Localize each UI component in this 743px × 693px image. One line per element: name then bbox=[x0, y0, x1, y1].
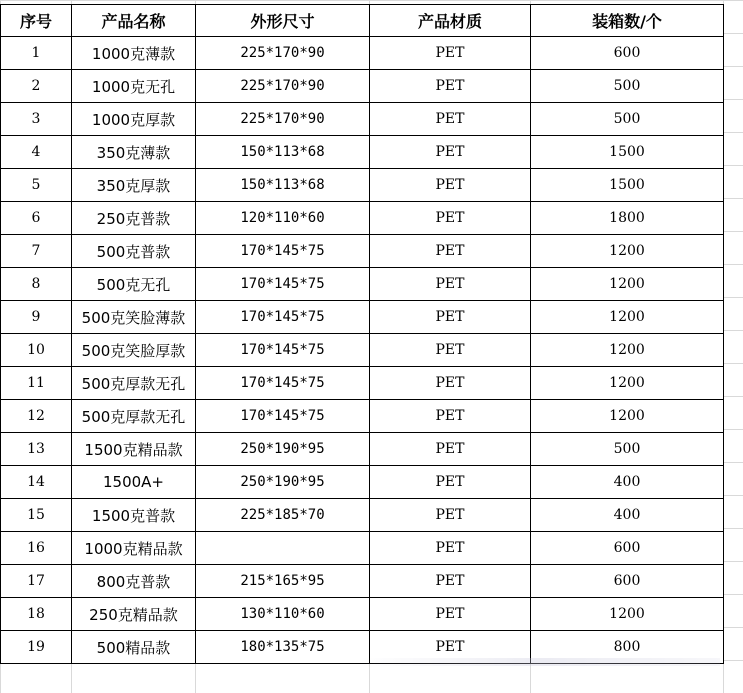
cell-qty[interactable]: 1800 bbox=[531, 202, 724, 235]
header-cell-no[interactable]: 序号 bbox=[1, 5, 72, 37]
cell-size[interactable]: 120*110*60 bbox=[196, 202, 370, 235]
cell-no[interactable]: 3 bbox=[1, 103, 72, 136]
cell-size[interactable]: 170*145*75 bbox=[196, 235, 370, 268]
cell-size[interactable]: 180*135*75 bbox=[196, 631, 370, 664]
cell-size[interactable]: 170*145*75 bbox=[196, 367, 370, 400]
cell-material[interactable]: PET bbox=[370, 466, 531, 499]
cell-qty[interactable]: 1200 bbox=[531, 367, 724, 400]
cell-size[interactable]: 170*145*75 bbox=[196, 400, 370, 433]
header-row bbox=[1, 5, 724, 37]
cell-material[interactable]: PET bbox=[370, 70, 531, 103]
cell-material[interactable]: PET bbox=[370, 169, 531, 202]
cell-no[interactable]: 6 bbox=[1, 202, 72, 235]
cell-name[interactable]: 500克普款 bbox=[72, 235, 196, 268]
cell-qty[interactable]: 600 bbox=[531, 565, 724, 598]
cell-material[interactable]: PET bbox=[370, 334, 531, 367]
cell-qty[interactable]: 500 bbox=[531, 433, 724, 466]
table-row bbox=[1, 70, 724, 103]
cell-material[interactable]: PET bbox=[370, 499, 531, 532]
cell-name[interactable]: 350克薄款 bbox=[72, 136, 196, 169]
table-row bbox=[1, 136, 724, 169]
cell-material[interactable]: PET bbox=[370, 367, 531, 400]
cell-name[interactable]: 1500克普款 bbox=[72, 499, 196, 532]
cell-qty[interactable]: 500 bbox=[531, 103, 724, 136]
cell-size[interactable]: 170*145*75 bbox=[196, 268, 370, 301]
table-row bbox=[1, 169, 724, 202]
cell-no[interactable]: 10 bbox=[1, 334, 72, 367]
cell-no[interactable]: 5 bbox=[1, 169, 72, 202]
cell-name[interactable]: 500克笑脸薄款 bbox=[72, 301, 196, 334]
product-spec-table bbox=[0, 4, 724, 664]
cell-name[interactable]: 350克厚款 bbox=[72, 169, 196, 202]
header-cell-material[interactable]: 产品材质 bbox=[370, 5, 531, 37]
faded-overlay bbox=[360, 658, 720, 666]
cell-name[interactable]: 1000克无孔 bbox=[72, 70, 196, 103]
table-body bbox=[1, 37, 724, 664]
header-cell-size[interactable]: 外形尺寸 bbox=[196, 5, 370, 37]
cell-material[interactable]: PET bbox=[370, 268, 531, 301]
cell-material[interactable]: PET bbox=[370, 301, 531, 334]
table-row bbox=[1, 334, 724, 367]
cell-qty[interactable]: 1200 bbox=[531, 334, 724, 367]
cell-size[interactable] bbox=[196, 532, 370, 565]
cell-name[interactable]: 1500A+ bbox=[72, 466, 196, 499]
cell-material[interactable]: PET bbox=[370, 103, 531, 136]
cell-name[interactable]: 250克普款 bbox=[72, 202, 196, 235]
cell-qty[interactable]: 800 bbox=[531, 631, 724, 664]
table-row bbox=[1, 532, 724, 565]
cell-size[interactable]: 215*165*95 bbox=[196, 565, 370, 598]
table-row bbox=[1, 301, 724, 334]
cell-qty[interactable]: 600 bbox=[531, 532, 724, 565]
cell-size[interactable]: 225*170*90 bbox=[196, 103, 370, 136]
cell-name[interactable]: 500克笑脸厚款 bbox=[72, 334, 196, 367]
cell-qty[interactable]: 1200 bbox=[531, 268, 724, 301]
cell-size[interactable]: 150*113*68 bbox=[196, 169, 370, 202]
cell-name[interactable]: 1000克精品款 bbox=[72, 532, 196, 565]
cell-qty[interactable]: 400 bbox=[531, 499, 724, 532]
cell-qty[interactable]: 1200 bbox=[531, 235, 724, 268]
cell-no[interactable]: 14 bbox=[1, 466, 72, 499]
cell-size[interactable]: 225*170*90 bbox=[196, 70, 370, 103]
cell-qty[interactable]: 400 bbox=[531, 466, 724, 499]
table-row bbox=[1, 433, 724, 466]
cell-material[interactable]: PET bbox=[370, 565, 531, 598]
cell-no[interactable]: 9 bbox=[1, 301, 72, 334]
table-row bbox=[1, 235, 724, 268]
cell-qty[interactable]: 1200 bbox=[531, 400, 724, 433]
cell-name[interactable]: 500克厚款无孔 bbox=[72, 400, 196, 433]
cell-name[interactable]: 250克精品款 bbox=[72, 598, 196, 631]
header-cell-qty[interactable]: 装箱数/个 bbox=[531, 5, 724, 37]
cell-no[interactable]: 17 bbox=[1, 565, 72, 598]
cell-material[interactable]: PET bbox=[370, 235, 531, 268]
cell-qty[interactable]: 600 bbox=[531, 37, 724, 70]
cell-no[interactable]: 1 bbox=[1, 37, 72, 70]
cell-material[interactable]: PET bbox=[370, 433, 531, 466]
cell-no[interactable]: 16 bbox=[1, 532, 72, 565]
cell-material[interactable]: PET bbox=[370, 202, 531, 235]
table-row bbox=[1, 565, 724, 598]
cell-size[interactable]: 130*110*60 bbox=[196, 598, 370, 631]
cell-qty[interactable]: 1500 bbox=[531, 136, 724, 169]
cell-size[interactable]: 225*185*70 bbox=[196, 499, 370, 532]
cell-qty[interactable]: 1200 bbox=[531, 598, 724, 631]
cell-no[interactable]: 2 bbox=[1, 70, 72, 103]
table-row bbox=[1, 202, 724, 235]
cell-material[interactable]: PET bbox=[370, 136, 531, 169]
cell-qty[interactable]: 1500 bbox=[531, 169, 724, 202]
cell-material[interactable]: PET bbox=[370, 598, 531, 631]
cell-no[interactable]: 12 bbox=[1, 400, 72, 433]
cell-name[interactable]: 1000克厚款 bbox=[72, 103, 196, 136]
cell-material[interactable]: PET bbox=[370, 631, 531, 664]
cell-no[interactable]: 7 bbox=[1, 235, 72, 268]
table-row bbox=[1, 37, 724, 70]
cell-name[interactable]: 500精品款 bbox=[72, 631, 196, 664]
table-row bbox=[1, 466, 724, 499]
cell-qty[interactable]: 500 bbox=[531, 70, 724, 103]
cell-no[interactable]: 15 bbox=[1, 499, 72, 532]
cell-no[interactable]: 8 bbox=[1, 268, 72, 301]
cell-name[interactable]: 500克无孔 bbox=[72, 268, 196, 301]
cell-no[interactable]: 19 bbox=[1, 631, 72, 664]
cell-name[interactable]: 1000克薄款 bbox=[72, 37, 196, 70]
cell-size[interactable]: 170*145*75 bbox=[196, 301, 370, 334]
cell-no[interactable]: 18 bbox=[1, 598, 72, 631]
cell-size[interactable]: 170*145*75 bbox=[196, 334, 370, 367]
cell-material[interactable]: PET bbox=[370, 532, 531, 565]
cell-name[interactable]: 800克普款 bbox=[72, 565, 196, 598]
cell-material[interactable]: PET bbox=[370, 400, 531, 433]
cell-material[interactable]: PET bbox=[370, 37, 531, 70]
table-row bbox=[1, 103, 724, 136]
cell-size[interactable]: 250*190*95 bbox=[196, 433, 370, 466]
table-row bbox=[1, 499, 724, 532]
header-cell-name[interactable]: 产品名称 bbox=[72, 5, 196, 37]
table-row bbox=[1, 400, 724, 433]
table-row bbox=[1, 367, 724, 400]
cell-name[interactable]: 1500克精品款 bbox=[72, 433, 196, 466]
table-row bbox=[1, 598, 724, 631]
cell-no[interactable]: 11 bbox=[1, 367, 72, 400]
table-row bbox=[1, 268, 724, 301]
cell-no[interactable]: 13 bbox=[1, 433, 72, 466]
cell-name[interactable]: 500克厚款无孔 bbox=[72, 367, 196, 400]
cell-no[interactable]: 4 bbox=[1, 136, 72, 169]
cell-size[interactable]: 225*170*90 bbox=[196, 37, 370, 70]
cell-qty[interactable]: 1200 bbox=[531, 301, 724, 334]
cell-size[interactable]: 250*190*95 bbox=[196, 466, 370, 499]
cell-size[interactable]: 150*113*68 bbox=[196, 136, 370, 169]
